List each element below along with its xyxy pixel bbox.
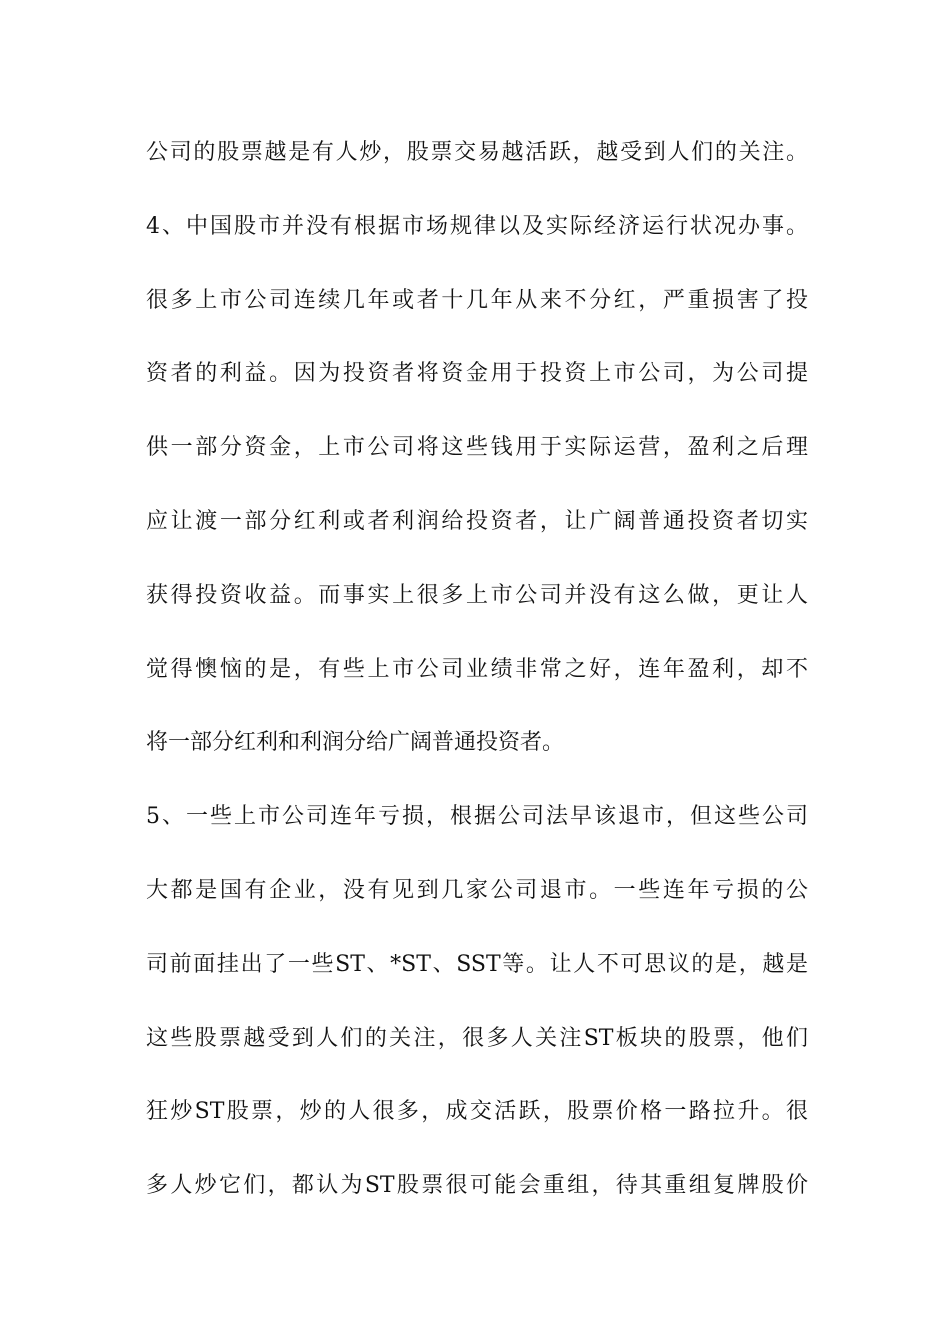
text-line: 公司的股票越是有人炒，股票交易越活跃，越受到人们的关注。 [146,140,808,165]
text-line: 多人炒它们，都认为ST股票很可能会重组，待其重组复牌股价 [146,1173,808,1199]
text-line: 狂炒ST股票，炒的人很多，成交活跃，股票价格一路拉升。很 [146,1099,808,1125]
text-line: 获得投资收益。而事实上很多上市公司并没有这么做，更让人 [146,582,808,608]
text-line: 很多上市公司连续几年或者十几年从来不分红，严重损害了投 [146,287,808,313]
text-line: 应让渡一部分红利或者利润给投资者，让广阔普通投资者切实 [146,508,808,534]
text-line: 5、一些上市公司连年亏损，根据公司法早该退市，但这些公司 [146,804,808,830]
body-text [146,128,808,1235]
text-line: 这些股票越受到人们的关注，很多人关注ST板块的股票，他们 [146,1025,808,1051]
text-line: 4、中国股市并没有根据市场规律以及实际经济运行状况办事。 [146,213,808,239]
text-line: 资者的利益。因为投资者将资金用于投资上市公司，为公司提 [146,361,808,387]
text-line: 将一部分红利和利润分给广阔普通投资者。 [146,730,565,756]
text-line: 大都是国有企业，没有见到几家公司退市。一些连年亏损的公 [146,877,808,903]
text-line: 司前面挂出了一些ST、*ST、SST等。让人不可思议的是，越是 [146,951,808,977]
text-line: 觉得懊恼的是，有些上市公司业绩非常之好，连年盈利，却不 [146,656,808,682]
text-line: 供一部分资金，上市公司将这些钱用于实际运营，盈利之后理 [146,435,808,461]
